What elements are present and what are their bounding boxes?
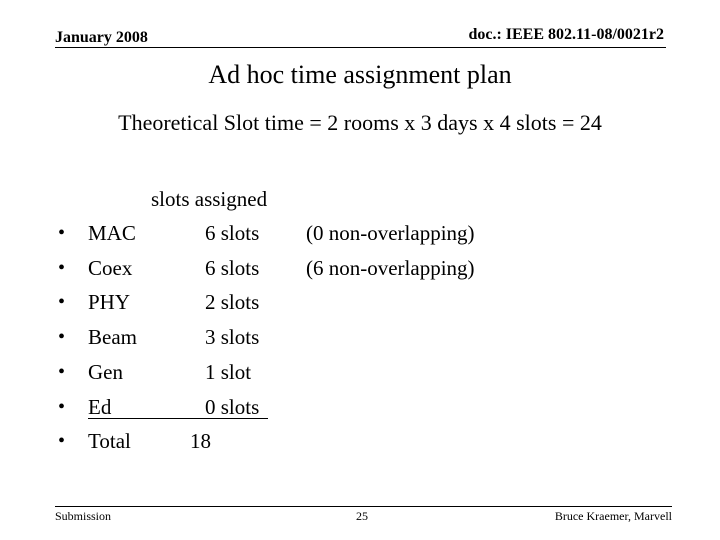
- column-header: slots assigned: [151, 187, 268, 211]
- slide-subtitle: Theoretical Slot time = 2 rooms x 3 days x 4 slots = 24: [118, 110, 602, 135]
- list-item: [0, 393, 720, 428]
- footer-page-number: 25: [356, 509, 368, 523]
- slot-note: (0 non-overlapping): [306, 221, 475, 245]
- bullet: •: [58, 395, 66, 418]
- group-name: PHY: [88, 290, 131, 315]
- bullet: •: [58, 360, 66, 383]
- list-item: [0, 254, 720, 289]
- slot-count: 3 slots: [205, 325, 260, 350]
- group-name: Coex: [88, 255, 133, 280]
- group-name: Total: [88, 429, 131, 454]
- slot-count: 6 slots: [205, 255, 260, 280]
- list-item: [0, 358, 720, 393]
- group-name: Beam: [88, 325, 137, 350]
- footer-submission: Submission: [55, 509, 112, 523]
- bullet: •: [58, 430, 66, 453]
- footer-author: Bruce Kraemer, Marvell: [554, 509, 672, 523]
- group-name: Gen: [88, 359, 123, 384]
- header-divider: [55, 47, 666, 48]
- footer-divider: [55, 506, 672, 507]
- list-item: [0, 323, 720, 358]
- list-item: [0, 219, 720, 254]
- slot-count: 6 slots: [205, 221, 260, 245]
- bullet: •: [58, 222, 66, 244]
- bullet: •: [58, 326, 66, 349]
- total-row: [0, 427, 720, 462]
- list-item: [0, 288, 720, 323]
- slot-count: 2 slots: [205, 290, 260, 315]
- slot-count: 0 slots: [205, 394, 260, 419]
- header-doc-id: doc.: IEEE 802.11-08/0021r2: [468, 26, 664, 43]
- slide-title: Ad hoc time assignment plan: [208, 60, 512, 89]
- slot-total: 18: [190, 429, 211, 454]
- sum-underline: [88, 418, 268, 419]
- group-name: MAC: [88, 221, 136, 245]
- header-date: January 2008: [55, 29, 148, 46]
- bullet: •: [58, 291, 66, 314]
- slot-count: 1 slot: [205, 359, 252, 384]
- group-name: Ed: [88, 394, 112, 419]
- slot-note: (6 non-overlapping): [306, 255, 475, 280]
- bullet: •: [58, 256, 66, 279]
